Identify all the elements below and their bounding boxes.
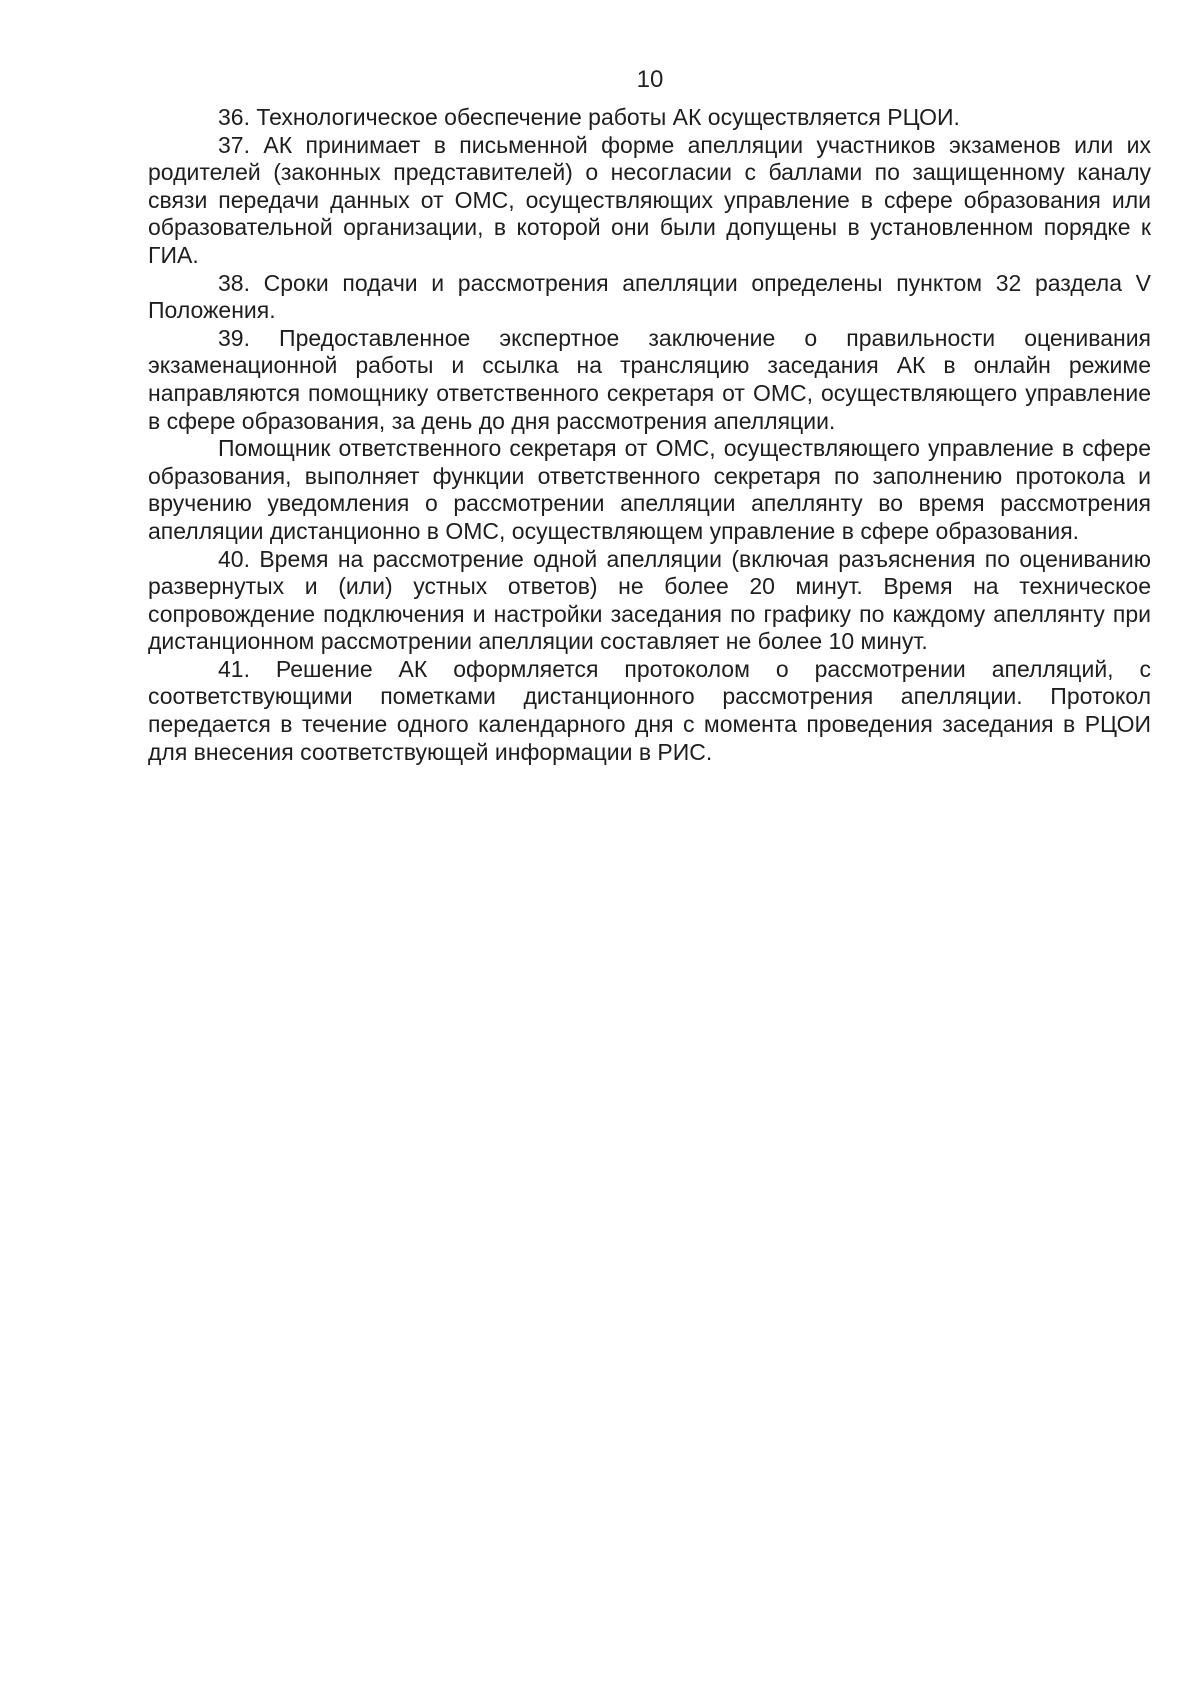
paragraph-39: 39. Предоставленное экспертное заключение о правильности оценивания экзаменационной работы и ссылка на трансляцию заседания АК в онлайн режиме направляются помощнику ответственного секретаря от ОМС, осуществляющего управление в сфере образования, за день до дня рассмотрения апелляции. — [148, 324, 1151, 434]
paragraph-41: 41. Решение АК оформляется протоколом о рассмотрении апелляций, с соответствующими пометками дистанционного рассмотрения апелляции. Протокол передается в течение одного календарного дня с момента проведения заседания в РЦОИ для внесения соответствующей информации в РИС. — [148, 655, 1151, 765]
page-number: 10 — [636, 66, 664, 93]
paragraph-36: 36. Технологическое обеспечение работы АК осуществляется РЦОИ. — [218, 104, 960, 130]
paragraph-39-continuation: Помощник ответственного секретаря от ОМС, осуществляющего управление в сфере образования, выполняет функции ответственного секретаря по заполнению протокола и вручению уведомления о рассмотрении апелляции апеллянту во время рассмотрения апелляции дистанционно в ОМС, осуществляющем управление в сфере образования. — [148, 435, 1151, 544]
paragraph-38: 38. Сроки подачи и рассмотрения апелляции определены пунктом 32 раздела V Положения. — [148, 269, 1151, 324]
paragraph-40: 40. Время на рассмотрение одной апелляции (включая разъяснения по оцениванию развернутых и (или) устных ответов) не более 20 минут. Время на техническое сопровождение подключения и настройки заседания по графику по каждому апеллянту при дистанционном рассмотрении апелляции составляет не более 10 минут. — [148, 545, 1151, 655]
paragraph-37: 37. АК принимает в письменной форме апелляции участников экзаменов или их родителей (законных представителей) о несогласии с баллами по защищенному каналу связи передачи данных от ОМС, осуществляющих управление в сфере образования или образовательной организации, в которой они были допущены в установленном порядке к ГИА. — [148, 131, 1151, 268]
document-body — [148, 104, 1151, 766]
